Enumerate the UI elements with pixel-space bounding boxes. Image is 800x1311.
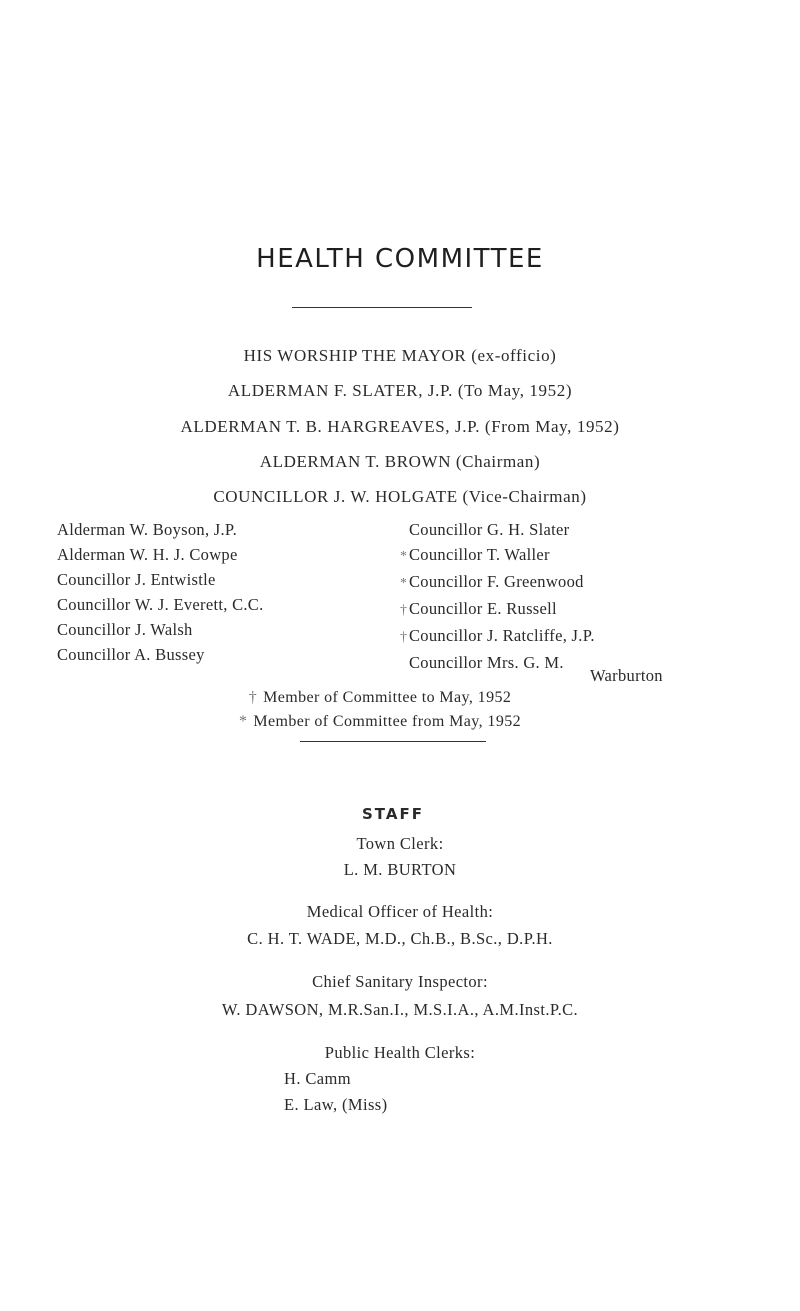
header-line-hargreaves: ALDERMAN T. B. HARGREAVES, J.P. (From May, 1952) xyxy=(180,417,620,436)
member-entry: Alderman W. H. J. Cowpe xyxy=(57,545,238,564)
member-entry: Councillor Mrs. G. M. xyxy=(409,653,564,672)
member-entry: * Councillor T. Waller xyxy=(400,545,550,564)
member-name-continuation: Warburton xyxy=(590,666,663,685)
header-line-mayor: HIS WORSHIP THE MAYOR (ex-officio) xyxy=(243,346,557,365)
member-entry: Councillor G. H. Slater xyxy=(409,520,570,539)
members-left-column xyxy=(57,517,264,667)
moh-label: Medical Officer of Health: xyxy=(306,902,494,921)
member-entry: * Councillor F. Greenwood xyxy=(400,572,584,591)
staff-divider xyxy=(300,741,486,742)
page-title: HEALTH COMMITTEE xyxy=(256,244,544,274)
member-entry: Councillor J. Entwistle xyxy=(57,570,216,589)
staff-heading: STAFF xyxy=(362,805,424,823)
header-line-holgate: COUNCILLOR J. W. HOLGATE (Vice-Chairman) xyxy=(213,487,587,506)
member-entry: Councillor A. Bussey xyxy=(57,645,205,664)
header-line-brown: ALDERMAN T. BROWN (Chairman) xyxy=(259,452,541,471)
town-clerk-label: Town Clerk: xyxy=(356,834,444,853)
clerk-name: E. Law, (Miss) xyxy=(284,1095,388,1114)
clerk-name: H. Camm xyxy=(284,1069,351,1088)
footnote-from-may: * Member of Committee from May, 1952 xyxy=(238,713,522,730)
footnote-to-may: † Member of Committee to May, 1952 xyxy=(248,689,512,706)
member-entry: Councillor J. Walsh xyxy=(57,620,193,639)
member-entry: Alderman W. Boyson, J.P. xyxy=(57,520,238,539)
csi-name: W. DAWSON, M.R.San.I., M.S.I.A., A.M.Inst.P.C. xyxy=(221,1000,579,1019)
member-entry: † Councillor J. Ratcliffe, J.P. xyxy=(400,626,595,645)
title-divider xyxy=(292,307,472,308)
header-line-slater: ALDERMAN F. SLATER, J.P. (To May, 1952) xyxy=(227,381,573,400)
clerks-list xyxy=(284,1066,388,1118)
clerks-label: Public Health Clerks: xyxy=(324,1043,476,1062)
members-right-column xyxy=(400,517,595,675)
member-entry: † Councillor E. Russell xyxy=(400,599,557,618)
member-entry: Councillor W. J. Everett, C.C. xyxy=(57,595,264,614)
moh-name: C. H. T. WADE, M.D., Ch.B., B.Sc., D.P.H. xyxy=(247,929,553,948)
town-clerk-name: L. M. BURTON xyxy=(343,860,457,879)
csi-label: Chief Sanitary Inspector: xyxy=(312,972,488,991)
